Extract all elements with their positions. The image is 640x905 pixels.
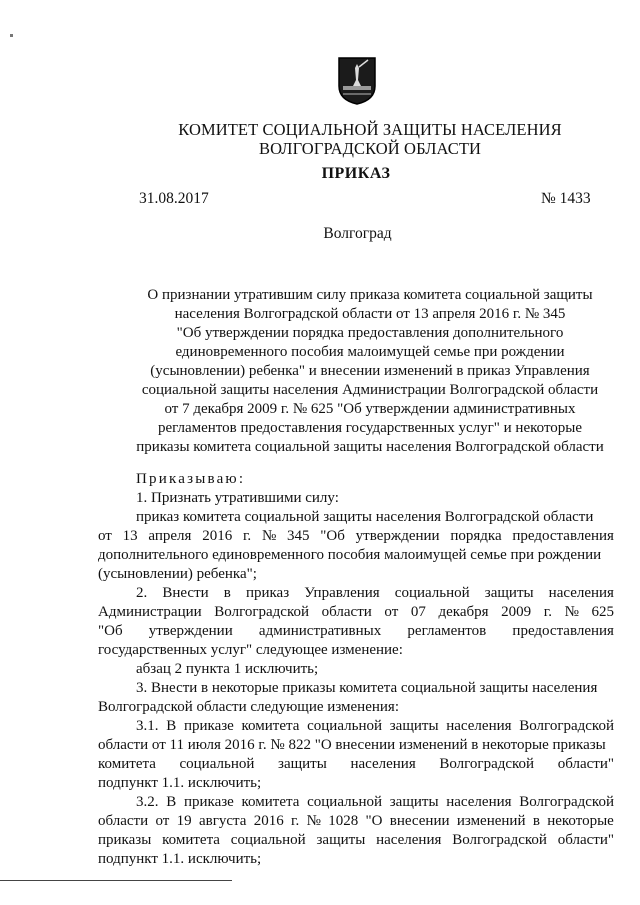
item-3-text-line: Волгоградской области следующие изменения: [98,699,399,715]
word: внесении [389,813,450,829]
organization-name-line2: ВОЛГОГРАДСКОЙ ОБЛАСТИ [258,139,482,158]
order-word: Приказываю: [136,471,246,487]
word: комитета [241,794,300,810]
word: № [306,813,321,829]
word: 2. [136,585,148,601]
word: Внести [162,585,209,601]
subject-line: единовременного пособия малоимущей семье при рождении [175,344,565,360]
word: декабря [438,604,489,620]
word: Управления [304,585,380,601]
word: административных [258,623,382,639]
word: приказ [245,585,290,601]
word: изменений [456,813,526,829]
document-city: Волгоград [323,225,392,242]
item-3-2-text-line: подпункт 1.1. исключить; [98,851,262,867]
word: области" [557,832,614,848]
word: 07 [410,604,426,620]
document-date: 31.08.2017 [139,190,209,207]
word: социальной [230,832,306,848]
word: 3.1. [136,718,159,734]
word: приказе [183,718,234,734]
item-2-text-line: государственных услуг" следующее изменение: [98,642,403,658]
word: Волгоградской [519,794,614,810]
word: 19 [176,813,192,829]
word: предоставления [512,623,614,639]
word: приказы [98,832,152,848]
item-3-text-line: 3. Внести в некоторые приказы комитета социальной защиты населения [136,680,598,696]
word: "О [365,813,383,829]
word: от [155,813,170,829]
word: защиты [316,832,366,848]
word: населения [446,794,512,810]
word: Волгоградской [214,604,310,620]
word: от [384,604,399,620]
item-3-2-text-line [98,812,614,831]
word: защиты [389,718,439,734]
word: апреля [148,528,192,544]
word: утверждении [148,623,233,639]
word: социальной [394,585,470,601]
subject-line: "Об утверждении порядка предоставления дополнительного [176,325,564,341]
word: области [98,813,149,829]
word: социальной [307,718,383,734]
word: В [166,794,177,810]
item-2-text-line [98,603,614,622]
word: В [166,718,177,734]
word: 625 [591,604,614,620]
word: социальной [179,756,255,772]
word: 2016 [202,528,233,544]
footnote-divider [0,880,232,881]
word: некоторые [547,813,614,829]
subject-line: О признании утратившим силу приказа комитета социальной защиты [147,287,593,303]
word: приказе [183,794,234,810]
word: в [223,585,231,601]
word: Администрации [98,604,202,620]
item-2-subitem: абзац 2 пункта 1 исключить; [136,661,319,677]
item-3-2-text-line [98,793,614,812]
word: г. [242,528,252,544]
word: утверждении [355,528,440,544]
volgograd-emblem-icon [337,56,377,106]
word: от [98,528,112,544]
word: № [261,528,277,544]
word: августа [198,813,247,829]
word: защиты [389,794,439,810]
word: "Об [320,528,345,544]
scan-speck [10,34,13,37]
word: порядка [450,528,502,544]
word: Волгоградской [439,756,535,772]
item-2-text-line [98,584,614,603]
word: 345 [287,528,310,544]
item-1-text-line [98,527,614,546]
word: комитета [241,718,300,734]
item-1-text-line: дополнительного единовременного пособия малоимущей семье при рождении [98,547,602,563]
subject-line: населения Волгоградской области от 13 апреля 2016 г. № 345 [174,306,566,322]
word: комитета [162,832,220,848]
item-3-1-text-line: области от 11 июля 2016 г. № 822 "О внесении изменений в некоторые приказы [98,737,606,753]
word: населения [548,585,614,601]
word: Волгоградской [519,718,614,734]
document-number: № 1433 [541,190,591,207]
word: 1028 [328,813,359,829]
item-3-1-text-line: подпункт 1.1. исключить; [98,775,262,791]
item-3-2-text-line [98,831,614,850]
subject-line: социальной защиты населения Администрации Волгоградской области [141,382,599,398]
word: г. [543,604,552,620]
word: населения [446,718,512,734]
word: Волгоградской [452,832,547,848]
subject-line: (усыновлении) ребенка" и внесении изменений в приказ Управления [150,363,590,379]
subject-line: приказы комитета социальной защиты населения Волгоградской области [136,439,604,455]
word: 2016 [253,813,284,829]
word: регламентов [407,623,487,639]
word: защиты [278,756,327,772]
item-3-1-text-line [98,755,614,774]
organization-name-line1: КОМИТЕТ СОЦИАЛЬНОЙ ЗАЩИТЫ НАСЕЛЕНИЯ [178,120,562,139]
item-2-text-line [98,622,614,641]
word: населения [376,832,442,848]
word: 13 [122,528,138,544]
word: области [321,604,372,620]
word: № [564,604,579,620]
word: г. [291,813,300,829]
document-body [98,470,614,869]
word: 2009 [501,604,532,620]
subject-line: от 7 декабря 2009 г. № 625 "Об утверждении административных [164,401,576,417]
item-3-1-text-line [98,717,614,736]
word: предоставления [512,528,614,544]
word: защиты [484,585,534,601]
subject-line: регламентов предоставления государственных услуг" и некоторые [157,420,583,436]
word: области" [557,756,614,772]
word: "Об [98,623,123,639]
word: социальной [307,794,383,810]
document-subject [120,286,620,457]
item-1-text-line: приказ комитета социальной защиты населения Волгоградской области [136,509,594,525]
word: населения [350,756,416,772]
word: комитета [98,756,156,772]
document-type: ПРИКАЗ [321,165,391,182]
item-1-text-line: (усыновлении) ребенка"; [98,566,257,582]
word: в [532,813,540,829]
item-1-heading: 1. Признать утратившими силу: [136,490,339,506]
word: 3.2. [136,794,159,810]
